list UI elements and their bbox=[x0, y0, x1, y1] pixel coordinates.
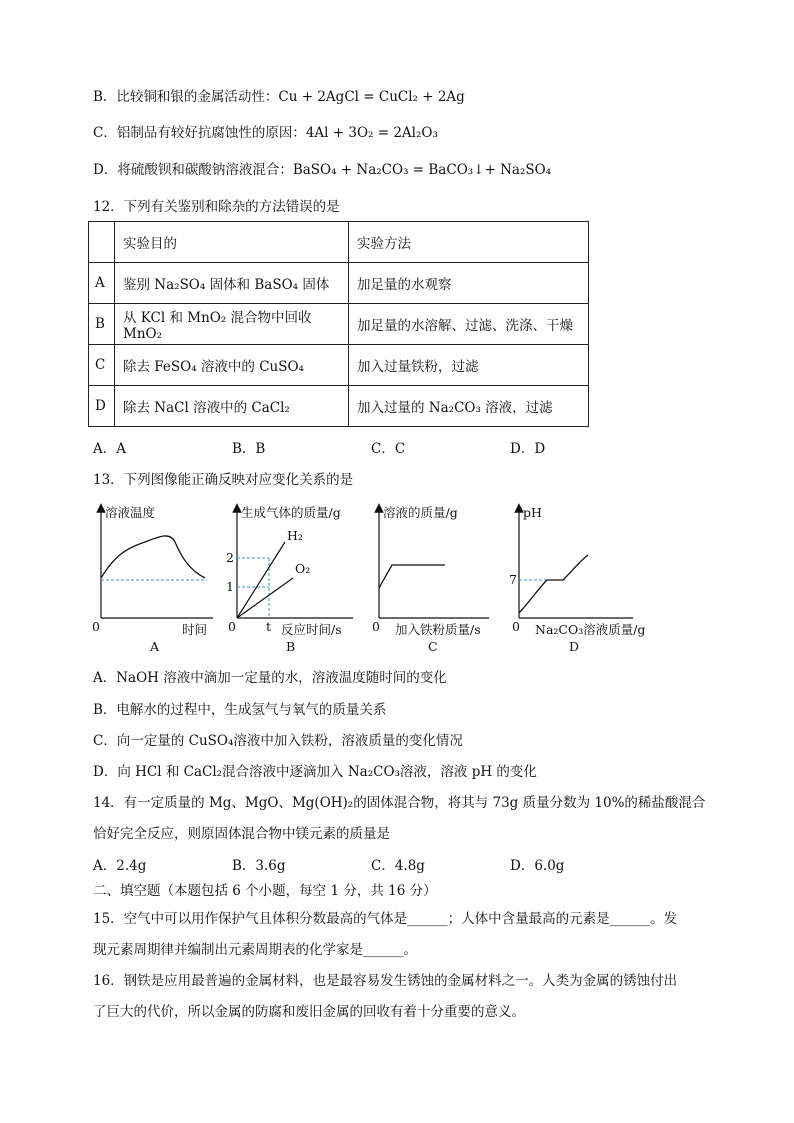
graph-a bbox=[92, 505, 213, 654]
graph-b-h2-label: H₂ bbox=[287, 528, 303, 543]
section-2-heading: 二、填空题（本题包括 6 个小题，每空 1 分，共 16 分） bbox=[93, 883, 437, 899]
table-cell: A bbox=[89, 263, 115, 304]
graph-a-tag: A bbox=[150, 639, 160, 654]
question-14-line-2: 恰好完全反应，则原固体混合物中镁元素的质量是 bbox=[93, 826, 390, 842]
question-15-line-1: 15．空气中可以用作保护气且体积分数最高的气体是______；人体中含量最高的元素是______。发 bbox=[93, 911, 678, 927]
question-12: 12．下列有关鉴别和除杂的方法错误的是 bbox=[93, 199, 340, 215]
question-13-graphs bbox=[85, 500, 665, 660]
table-cell: 从 KCl 和 MnO₂ 混合物中回收 MnO₂ bbox=[115, 304, 349, 345]
table-row bbox=[89, 345, 589, 386]
graph-a-ylabel: 溶液温度 bbox=[105, 505, 156, 520]
table-row bbox=[89, 263, 589, 304]
graph-b-xlabel: 反应时间/s bbox=[281, 622, 342, 637]
table-cell: 鉴别 Na₂SO₄ 固体和 BaSO₄ 固体 bbox=[115, 263, 349, 304]
option-c: C．C bbox=[371, 441, 406, 457]
table-cell: D bbox=[89, 386, 115, 427]
table-header-row bbox=[89, 222, 589, 263]
graph-b-tick-1: 1 bbox=[226, 579, 234, 594]
option-d: D．6.0g bbox=[510, 858, 565, 874]
question-16-line-1: 16．钢铁是应用最普遍的金属材料，也是最容易发生锈蚀的金属材料之一。人类为金属的锈蚀付出 bbox=[93, 973, 678, 989]
graph-b-o2-label: O₂ bbox=[295, 561, 311, 576]
graph-b-tick-2: 2 bbox=[226, 550, 234, 565]
question-13-option-c: C．向一定量的 CuSO₄溶液中加入铁粉，溶液质量的变化情况 bbox=[93, 733, 463, 749]
graph-d-tick-7: 7 bbox=[509, 572, 517, 587]
graph-b-tag: B bbox=[286, 639, 296, 654]
graph-d bbox=[509, 505, 645, 654]
graph-d-ylabel: pH bbox=[523, 505, 542, 520]
graph-d-xlabel: Na₂CO₃溶液质量/g bbox=[535, 622, 646, 637]
question-14-line-1: 14．有一定质量的 Mg、MgO、Mg(OH)₂的固体混合物，将其与 73g 质量分数为 10%的稀盐酸混合 bbox=[93, 795, 706, 811]
option-c: C．4.8g bbox=[371, 858, 425, 874]
table-header-cell: 实验目的 bbox=[115, 222, 349, 263]
question-13-option-a: A．NaOH 溶液中滴加一定量的水，溶液温度随时间的变化 bbox=[93, 670, 447, 686]
graph-b-tick-t: t bbox=[266, 619, 272, 634]
option-a: A．2.4g bbox=[93, 858, 147, 874]
graph-c bbox=[372, 505, 489, 654]
table-cell: C bbox=[89, 345, 115, 386]
question-13-option-b: B．电解水的过程中，生成氢气与氧气的质量关系 bbox=[93, 702, 387, 718]
question-15-line-2: 现元素周期律并编制出元素周期表的化学家是______。 bbox=[93, 942, 417, 958]
question-12-table bbox=[88, 221, 589, 427]
graph-b-ylabel: 生成气体的质量/g bbox=[241, 505, 341, 520]
graph-b-origin: 0 bbox=[228, 619, 236, 634]
graph-c-ylabel: 溶液的质量/g bbox=[383, 505, 458, 520]
question-13-option-d: D．向 HCl 和 CaCl₂混合溶液中逐滴加入 Na₂CO₃溶液，溶液 pH 的变化 bbox=[93, 764, 537, 780]
option-b: B．3.6g bbox=[232, 858, 286, 874]
table-row bbox=[89, 386, 589, 427]
table-cell: 加入过量的 Na₂CO₃ 溶液，过滤 bbox=[349, 386, 589, 427]
question-14-options bbox=[93, 856, 649, 876]
question-13: 13．下列图像能正确反映对应变化关系的是 bbox=[93, 472, 354, 488]
table-header-cell bbox=[89, 222, 115, 263]
graph-b bbox=[226, 505, 353, 654]
question-16-line-2: 了巨大的代价，所以金属的防腐和废旧金属的回收有着十分重要的意义。 bbox=[93, 1004, 525, 1020]
option-a: A．A bbox=[93, 441, 126, 457]
graph-c-origin: 0 bbox=[372, 619, 380, 634]
table-cell: 加入过量铁粉，过滤 bbox=[349, 345, 589, 386]
option-b: B．B bbox=[232, 441, 266, 457]
graph-a-origin: 0 bbox=[92, 619, 100, 634]
option-d-previous: D．将硫酸钡和碳酸钠溶液混合：BaSO₄ + Na₂CO₃ = BaCO₃↓+ Na₂SO₄ bbox=[93, 162, 552, 178]
option-b-previous: B．比较铜和银的金属活动性：Cu + 2AgCl = CuCl₂ + 2Ag bbox=[93, 89, 465, 105]
graph-a-xlabel: 时间 bbox=[182, 622, 208, 637]
table-cell: 加足量的水观察 bbox=[349, 263, 589, 304]
graph-d-tag: D bbox=[569, 639, 580, 654]
table-cell: 除去 FeSO₄ 溶液中的 CuSO₄ bbox=[115, 345, 349, 386]
option-c-previous: C．铝制品有较好抗腐蚀性的原因：4Al + 3O₂ = 2Al₂O₃ bbox=[93, 125, 438, 141]
table-cell: 除去 NaCl 溶液中的 CaCl₂ bbox=[115, 386, 349, 427]
table-header-cell: 实验方法 bbox=[349, 222, 589, 263]
option-d: D．D bbox=[510, 441, 546, 457]
table-row bbox=[89, 304, 589, 345]
question-12-options bbox=[93, 439, 649, 459]
graph-c-tag: C bbox=[428, 639, 438, 654]
table-cell: 加足量的水溶解、过滤、洗涤、干燥 bbox=[349, 304, 589, 345]
graph-d-origin: 0 bbox=[512, 619, 520, 634]
graph-c-xlabel: 加入铁粉质量/s bbox=[395, 622, 481, 637]
table-cell: B bbox=[89, 304, 115, 345]
